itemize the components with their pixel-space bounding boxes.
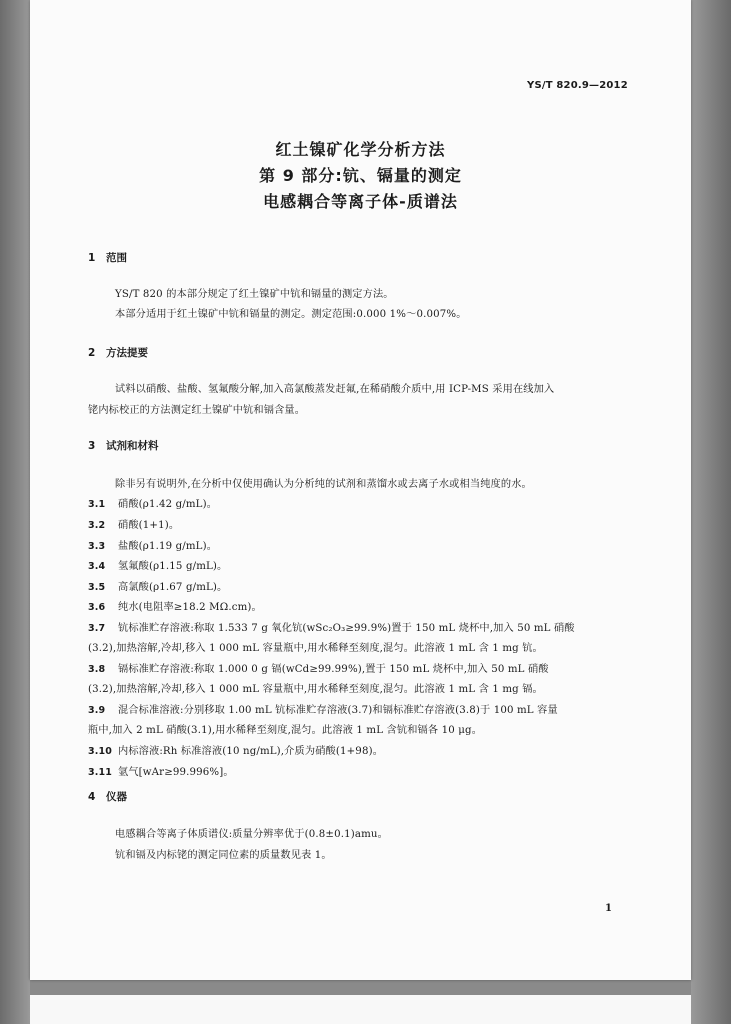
page-number: 1: [605, 903, 612, 914]
list-item: 3.9 混合标准溶液:分别移取 1.00 mL 钪标准贮存溶液(3.7)和镉标准贮存溶液(3.8)于 100 mL 容量: [88, 705, 558, 716]
section-title: 范围: [106, 252, 127, 264]
section-title: 试剂和材料: [106, 440, 159, 452]
paragraph: 除非另有说明外,在分析中仅使用确认为分析纯的试剂和蒸馏水或去离子水或相当纯度的水。: [115, 479, 532, 490]
paragraph: 电感耦合等离子体质谱仪:质量分辨率优于(0.8±0.1)amu。: [115, 829, 388, 840]
list-item-continuation: 瓶中,加入 2 mL 硝酸(3.1),用水稀释至刻度,混匀。此溶液 1 mL 含钪和镉各 10 μg。: [88, 725, 483, 736]
paragraph-line: 铑内标校正的方法测定红土镍矿中钪和镉含量。: [88, 405, 306, 416]
list-item: 3.2 硝酸(1+1)。: [88, 520, 180, 531]
list-item: 3.3 盐酸(ρ1.19 g/mL)。: [88, 541, 218, 552]
paragraph: 钪和镉及内标铑的测定同位素的质量数见表 1。: [115, 850, 332, 861]
section-heading: [88, 250, 127, 265]
standard-code: YS/T 820.9—2012: [527, 80, 628, 91]
section-number: 1: [88, 252, 96, 264]
title-line-1: 红土镍矿化学分析方法: [275, 140, 446, 159]
section-heading: [88, 345, 148, 360]
list-item: 3.1 硝酸(ρ1.42 g/mL)。: [88, 499, 218, 510]
viewer-right-margin: [691, 0, 731, 1024]
list-item: 3.5 高氯酸(ρ1.67 g/mL)。: [88, 582, 228, 593]
list-item: 3.4 氢氟酸(ρ1.15 g/mL)。: [88, 561, 228, 572]
document-page: [30, 0, 691, 980]
list-item-continuation: (3.2),加热溶解,冷却,移入 1 000 mL 容量瓶中,用水稀释至刻度,混匀。此溶液 1 mL 含 1 mg 钪。: [88, 643, 543, 654]
list-item: 3.7 钪标准贮存溶液:称取 1.533 7 g 氧化钪(wSc₂O₃≥99.9%)置于 150 mL 烧杯中,加入 50 mL 硝酸: [88, 623, 575, 634]
section-heading: [88, 438, 159, 453]
next-page-top: [30, 995, 691, 1024]
list-item: 3.6 纯水(电阻率≥18.2 MΩ.cm)。: [88, 602, 262, 613]
section-title: 方法提要: [106, 347, 148, 359]
viewer-left-margin: [0, 0, 30, 1024]
paragraph: 本部分适用于红土镍矿中钪和镉量的测定。测定范围:0.000 1%～0.007%。: [115, 309, 467, 320]
paragraph-line: 试料以硝酸、盐酸、氢氟酸分解,加入高氯酸蒸发赶氟,在稀硝酸介质中,用 ICP-MS 采用在线加入: [115, 384, 555, 395]
list-item-continuation: (3.2),加热溶解,冷却,移入 1 000 mL 容量瓶中,用水稀释至刻度,混匀。此溶液 1 mL 含 1 mg 镉。: [88, 684, 543, 695]
section-number: 4: [88, 791, 96, 803]
list-item: 3.10 内标溶液:Rh 标准溶液(10 ng/mL),介质为硝酸(1+98)。: [88, 746, 384, 757]
paragraph: YS/T 820 的本部分规定了红土镍矿中钪和镉量的测定方法。: [115, 289, 394, 300]
section-number: 2: [88, 347, 96, 359]
title-line-2: 第 9 部分:钪、镉量的测定: [259, 166, 462, 185]
list-item: 3.11 氩气[wAr≥99.996%]。: [88, 767, 234, 778]
list-item: 3.8 镉标准贮存溶液:称取 1.000 0 g 镉(wCd≥99.99%),置于 150 mL 烧杯中,加入 50 mL 硝酸: [88, 664, 549, 675]
title-line-3: 电感耦合等离子体-质谱法: [263, 192, 458, 211]
section-title: 仪器: [106, 791, 127, 803]
section-heading: [88, 789, 127, 804]
section-number: 3: [88, 440, 96, 452]
